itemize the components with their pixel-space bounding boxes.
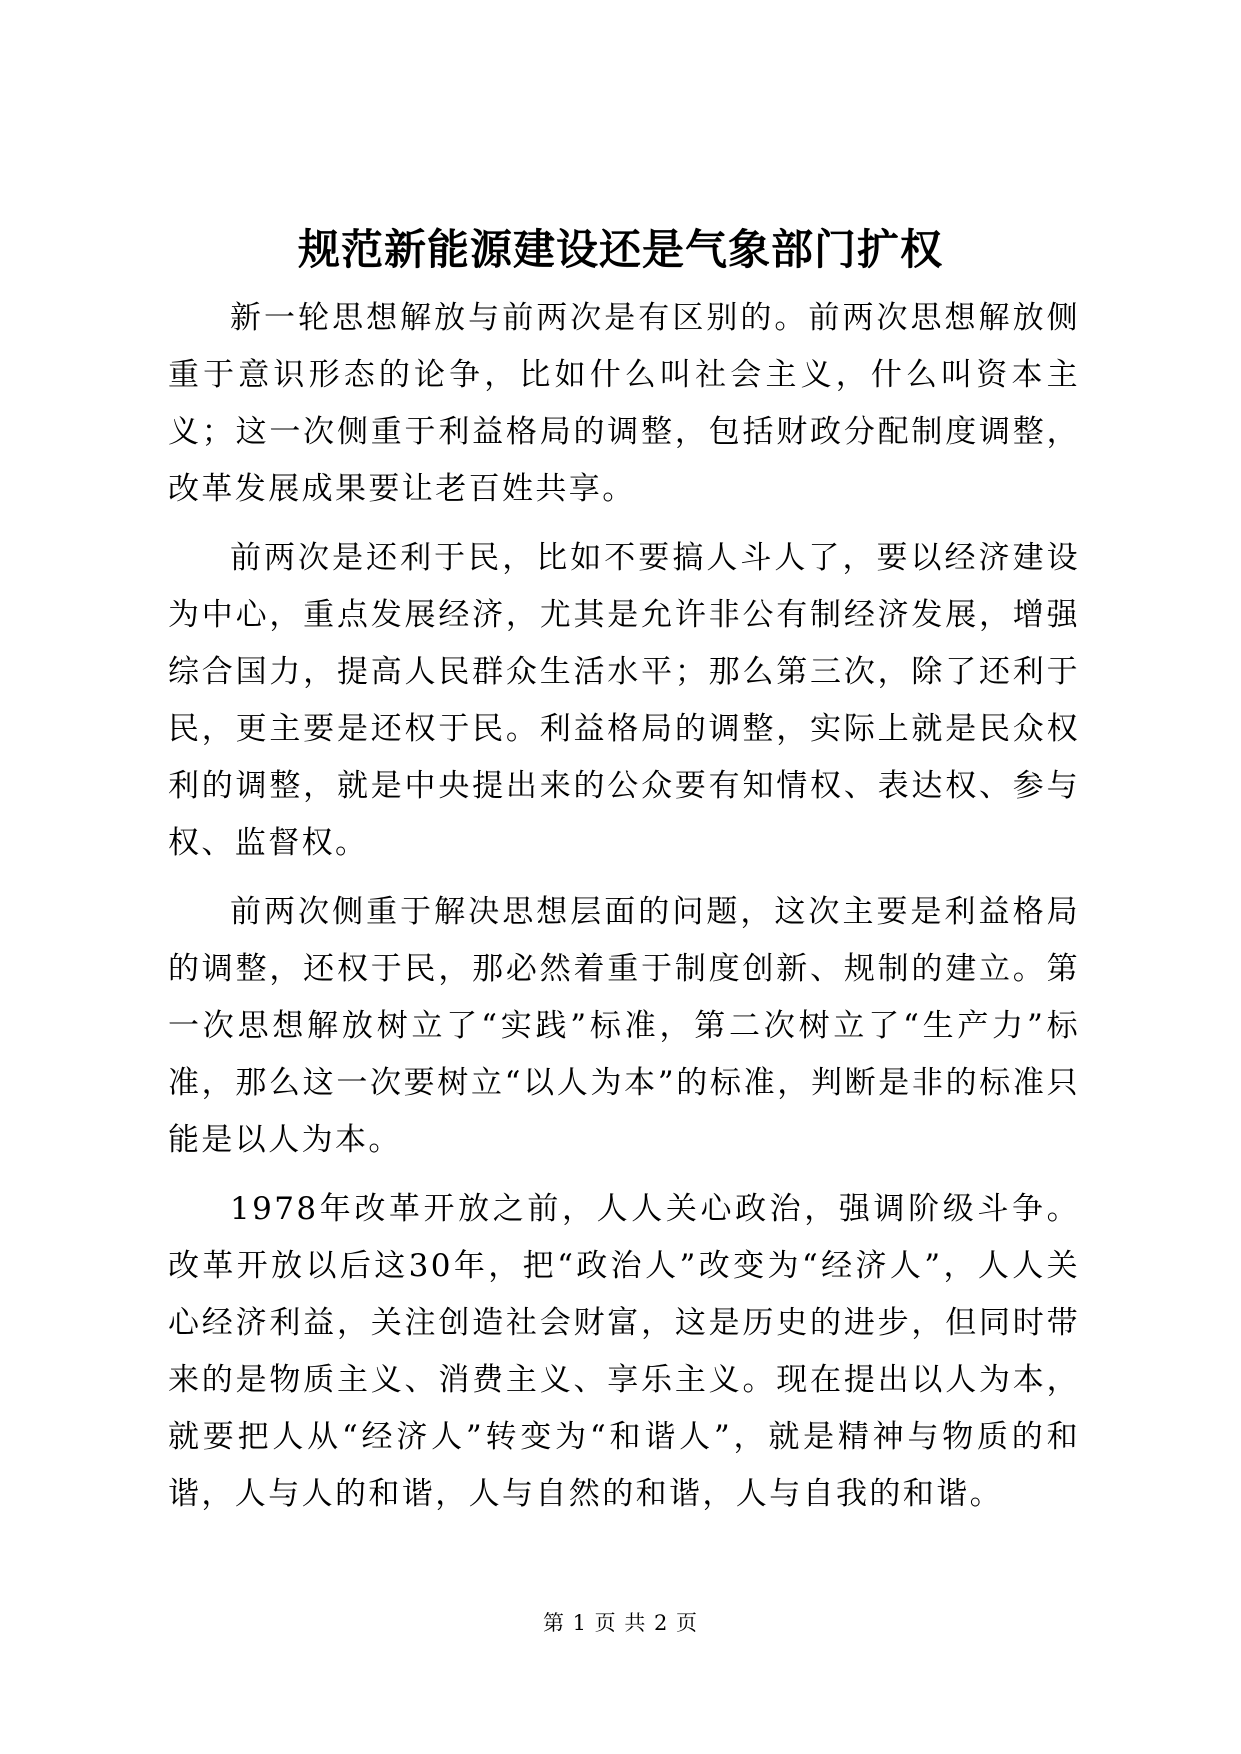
paragraph-1: 新一轮思想解放与前两次是有区别的。前两次思想解放侧重于意识形态的论争，比如什么叫社会主义，什么叫资本主义；这一次侧重于利益格局的调整，包括财政分配制度调整，改革发展成果要让老百姓共享。 (168, 300, 1080, 507)
paragraph-3: 前两次侧重于解决思想层面的问题，这次主要是利益格局的调整，还权于民，那必然着重于制度创新、规制的建立。第一次思想解放树立了“实践”标准，第二次树立了“生产力”标准，那么这一次要树立“以人为本”的标准，判断是非的标准只能是以人为本。 (168, 894, 1080, 1158)
document-body (168, 290, 1080, 1535)
paragraph-4: 1978年改革开放之前，人人关心政治，强调阶级斗争。改革开放以后这30年，把“政治人”改变为“经济人”，人人关心经济利益，关注创造社会财富，这是历史的进步，但同时带来的是物质主义、消费主义、享乐主义。现在提出以人为本，就要把人从“经济人”转变为“和谐人”，就是精神与物质的和谐，人与人的和谐，人与自然的和谐，人与自我的和谐。 (168, 1191, 1080, 1512)
document-title: 规范新能源建设还是气象部门扩权 (297, 225, 943, 274)
page-number-footer: 第 1 页 共 2 页 (542, 1611, 699, 1635)
paragraph-2: 前两次是还利于民，比如不要搞人斗人了，要以经济建设为中心，重点发展经济，尤其是允许非公有制经济发展，增强综合国力，提高人民群众生活水平；那么第三次，除了还利于民，更主要是还权于民。利益格局的调整，实际上就是民众权利的调整，就是中央提出来的公众要有知情权、表达权、参与权、监督权。 (168, 540, 1080, 861)
